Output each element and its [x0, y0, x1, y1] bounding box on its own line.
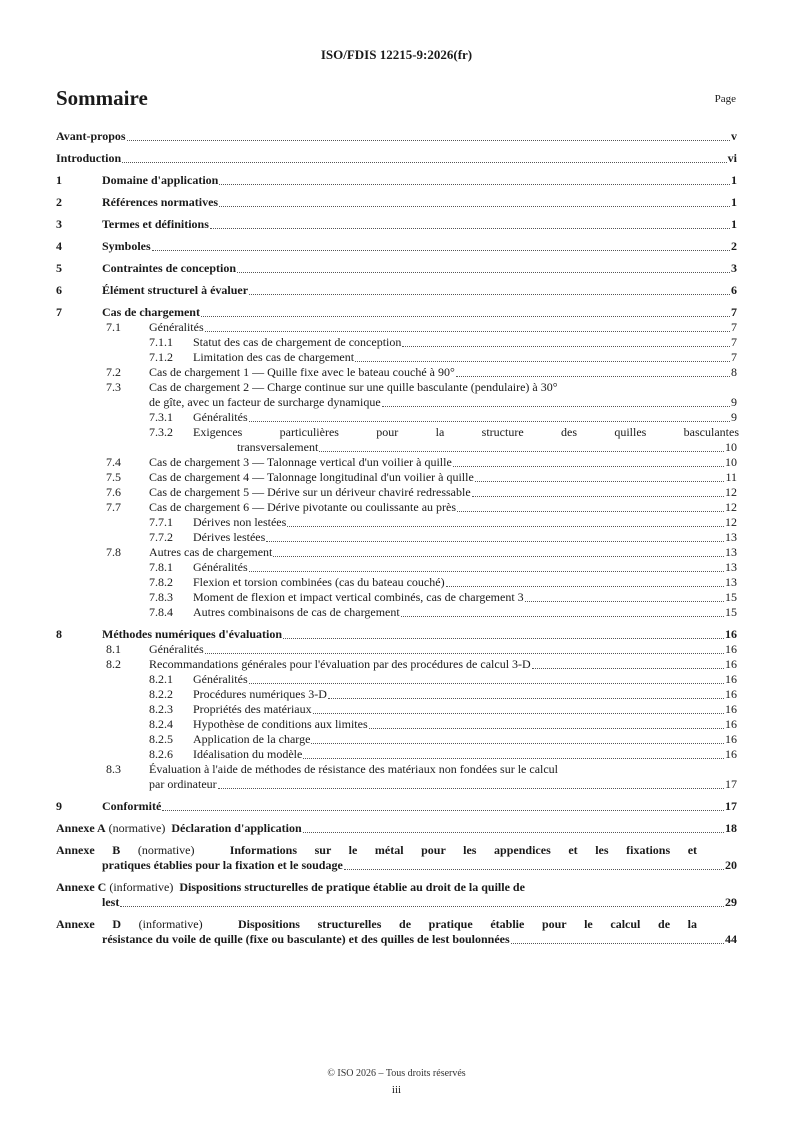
toc-entry-7[interactable] — [56, 305, 737, 320]
dot-leader — [303, 758, 724, 759]
dot-leader — [266, 541, 724, 542]
toc-entry-7-3-1[interactable] — [56, 410, 737, 425]
annex-prefix: Annexe A — [56, 821, 106, 835]
toc-entry-5[interactable] — [56, 261, 737, 276]
toc-entry-label: Cas de chargement 3 — Talonnage vertical d'un voilier à quille — [149, 455, 452, 469]
toc-entry-page: 7 — [731, 350, 737, 364]
toc-entry-8-2-1[interactable] — [56, 672, 737, 687]
dot-leader — [162, 810, 724, 811]
toc-entry-annex-d[interactable] — [56, 917, 737, 947]
dot-leader — [402, 346, 730, 347]
toc-entry-page: 16 — [725, 747, 737, 761]
toc-entry-page: 2 — [731, 239, 737, 253]
toc-entry-number: 9 — [56, 799, 62, 813]
toc-entry-annex-a[interactable] — [56, 821, 737, 836]
toc-entry-number: 4 — [56, 239, 62, 253]
table-of-contents — [56, 129, 737, 947]
toc-entry-label: Généralités — [149, 320, 204, 334]
toc-entry-page: 16 — [725, 732, 737, 746]
toc-entry-label: Procédures numériques 3-D — [193, 687, 327, 701]
toc-entry-page: 1 — [731, 217, 737, 231]
annex-title-line1: Informations sur le métal pour les appendices et les fixations et — [229, 843, 698, 857]
toc-entry-6[interactable] — [56, 283, 737, 298]
dot-leader — [311, 743, 724, 744]
toc-entry-label: Dérives lestées — [193, 530, 266, 544]
dot-leader — [303, 832, 724, 833]
toc-entry-label: Recommandations générales pour l'évaluation par des procédures de calcul 3-D — [149, 657, 531, 671]
toc-entry-number: 7.7.1 — [149, 515, 173, 529]
toc-entry-page: 16 — [725, 672, 737, 686]
toc-entry-label: Limitation des cas de chargement — [193, 350, 355, 364]
dot-leader — [457, 511, 724, 512]
toc-entry-number: 7.8.2 — [149, 575, 173, 589]
toc-entry-page: 12 — [725, 515, 737, 529]
toc-entry-page: 29 — [725, 895, 737, 909]
toc-entry-page: 13 — [725, 560, 737, 574]
toc-entry-label: Cas de chargement 5 — Dérive sur un dériveur chaviré redressable — [149, 485, 471, 499]
toc-entry-label: Cas de chargement 4 — Talonnage longitudinal d'un voilier à quille — [149, 470, 474, 484]
toc-entry-page: 1 — [731, 173, 737, 187]
toc-entry-7-1[interactable] — [56, 320, 737, 335]
dot-leader — [273, 556, 724, 557]
toc-entry-label: Cas de chargement — [102, 305, 200, 319]
dot-leader — [218, 788, 724, 789]
toc-entry-number: 7.3.1 — [149, 410, 173, 424]
dot-leader — [201, 316, 730, 317]
toc-entry-page: 12 — [725, 500, 737, 514]
dot-leader — [475, 481, 725, 482]
dot-leader — [446, 586, 724, 587]
toc-entry-8-1[interactable] — [56, 642, 737, 657]
dot-leader — [344, 869, 724, 870]
dot-leader — [249, 571, 724, 572]
dot-leader — [249, 683, 724, 684]
toc-entry-label: Généralités — [193, 410, 248, 424]
toc-entry-3[interactable] — [56, 217, 737, 232]
annex-title-line2: pratiques établies pour la fixation et le soudage — [102, 858, 343, 872]
toc-entry-annex-c[interactable] — [56, 880, 737, 910]
toc-entry-4[interactable] — [56, 239, 737, 254]
toc-entry-label-line2: transversalement — [237, 440, 319, 454]
toc-entry-label-line1: Évaluation à l'aide de méthodes de résistance des matériaux non fondées sur le calcul — [149, 762, 559, 776]
toc-entry-label: Contraintes de conception — [102, 261, 236, 275]
toc-entry-page: 20 — [725, 858, 737, 872]
dot-leader — [287, 526, 724, 527]
toc-entry-8[interactable] — [56, 627, 737, 642]
toc-entry-number: 1 — [56, 173, 62, 187]
toc-entry-number: 8.2.5 — [149, 732, 173, 746]
toc-entry-page: 44 — [725, 932, 737, 946]
toc-entry-page: 1 — [731, 195, 737, 209]
toc-entry-label: Avant-propos — [56, 129, 126, 143]
toc-entry-page: 7 — [731, 335, 737, 349]
toc-entry-introduction[interactable] — [56, 151, 737, 166]
toc-entry-page: 16 — [725, 702, 737, 716]
toc-entry-1[interactable] — [56, 173, 737, 188]
dot-leader — [120, 906, 724, 907]
toc-entry-number: 5 — [56, 261, 62, 275]
toc-entry-number: 7.5 — [106, 470, 121, 484]
toc-entry-number: 8.2.6 — [149, 747, 173, 761]
annex-kind: (normative) — [137, 843, 195, 857]
page-title: Sommaire — [56, 86, 148, 110]
dot-leader — [127, 140, 730, 141]
toc-entry-2[interactable] — [56, 195, 737, 210]
toc-entry-7-8-3[interactable] — [56, 590, 737, 605]
toc-entry-page: 3 — [731, 261, 737, 275]
toc-entry-page: 16 — [725, 627, 737, 641]
toc-entry-page: 16 — [725, 687, 737, 701]
dot-leader — [319, 451, 724, 452]
toc-entry-number: 7.3.2 — [149, 425, 173, 439]
toc-entry-7-1-1[interactable] — [56, 335, 737, 350]
dot-leader — [328, 698, 724, 699]
annex-prefix: Annexe D — [56, 917, 121, 931]
page-column-label: Page — [714, 93, 736, 105]
toc-entry-number: 7.1.2 — [149, 350, 173, 364]
toc-entry-label: Hypothèse de conditions aux limites — [193, 717, 368, 731]
toc-entry-label-line1: Exigences particulières pour la structure des quilles basculantes — [193, 425, 739, 439]
annex-prefix: Annexe C — [56, 880, 107, 894]
toc-entry-8-2[interactable] — [56, 657, 737, 672]
toc-entry-label: Généralités — [193, 560, 248, 574]
toc-entry-page: 10 — [725, 440, 737, 454]
dot-leader — [152, 250, 730, 251]
toc-entry-number: 2 — [56, 195, 62, 209]
toc-entry-label: Méthodes numériques d'évaluation — [102, 627, 283, 641]
toc-entry-number: 7 — [56, 305, 62, 319]
annex-kind: (normative) — [108, 821, 166, 835]
dot-leader — [210, 228, 730, 229]
toc-entry-page: vi — [727, 151, 737, 165]
toc-entry-label-line2: par ordinateur — [149, 777, 217, 791]
dot-leader — [472, 496, 724, 497]
toc-entry-page: 15 — [725, 590, 737, 604]
toc-entry-label-line2: de gîte, avec un facteur de surcharge dynamique — [149, 395, 381, 409]
toc-entry-label: Dérives non lestées — [193, 515, 287, 529]
toc-entry-number: 8.2.1 — [149, 672, 173, 686]
document-id-header: ISO/FDIS 12215-9:2026(fr) — [320, 47, 473, 62]
dot-leader — [532, 668, 724, 669]
toc-entry-page: 18 — [725, 821, 737, 835]
toc-entry-number: 7.7.2 — [149, 530, 173, 544]
toc-entry-label: Cas de chargement 1 — Quille fixe avec le bateau couché à 90° — [149, 365, 455, 379]
annex-title-line2: lest — [102, 895, 120, 909]
toc-entry-label: Idéalisation du modèle — [193, 747, 303, 761]
toc-entry-label: Flexion et torsion combinées (cas du bateau couché) — [193, 575, 445, 589]
toc-entry-number: 8.3 — [106, 762, 121, 776]
toc-entry-label: Références normatives — [102, 195, 219, 209]
dot-leader — [382, 406, 730, 407]
toc-entry-page: 17 — [725, 799, 737, 813]
dot-leader — [355, 361, 730, 362]
toc-entry-8-2-2[interactable] — [56, 687, 737, 702]
toc-entry-number: 7.3 — [106, 380, 121, 394]
toc-entry-page: 8 — [731, 365, 737, 379]
copyright-footer: © ISO 2026 – Tous droits réservés — [327, 1068, 466, 1079]
toc-entry-7-3[interactable] — [56, 380, 737, 410]
toc-entry-page: v — [731, 129, 737, 143]
toc-entry-label: Cas de chargement 6 — Dérive pivotante ou coulissante au près — [149, 500, 457, 514]
toc-entry-label: Termes et définitions — [102, 217, 209, 231]
toc-entry-page: 9 — [731, 395, 737, 409]
dot-leader — [249, 294, 730, 295]
toc-entry-7-7[interactable] — [56, 500, 737, 515]
toc-entry-label: Moment de flexion et impact vertical combinés, cas de chargement 3 — [193, 590, 524, 604]
dot-leader — [205, 653, 724, 654]
toc-entry-number: 7.1 — [106, 320, 121, 334]
toc-entry-page: 13 — [725, 545, 737, 559]
annex-title: Déclaration d'application — [171, 821, 302, 835]
toc-entry-number: 7.4 — [106, 455, 121, 469]
toc-entry-8-2-5[interactable] — [56, 732, 737, 747]
dot-leader — [219, 184, 730, 185]
toc-entry-label: Application de la charge — [193, 732, 311, 746]
toc-entry-number: 8 — [56, 627, 62, 641]
dot-leader — [369, 728, 724, 729]
toc-entry-number: 8.2 — [106, 657, 121, 671]
toc-entry-page: 17 — [725, 777, 737, 791]
toc-entry-7-5[interactable] — [56, 470, 737, 485]
toc-entry-avant-propos[interactable] — [56, 129, 737, 144]
toc-entry-7-8[interactable] — [56, 545, 737, 560]
toc-entry-number: 7.8.3 — [149, 590, 173, 604]
toc-entry-label: Domaine d'application — [102, 173, 219, 187]
toc-entry-page: 11 — [725, 470, 737, 484]
dot-leader — [453, 466, 724, 467]
toc-entry-7-7-1[interactable] — [56, 515, 737, 530]
toc-entry-page: 9 — [731, 410, 737, 424]
toc-entry-label: Propriétés des matériaux — [193, 702, 312, 716]
toc-entry-label: Statut des cas de chargement de conception — [193, 335, 402, 349]
toc-entry-8-2-3[interactable] — [56, 702, 737, 717]
toc-entry-number: 6 — [56, 283, 62, 297]
dot-leader — [122, 162, 727, 163]
dot-leader — [456, 376, 730, 377]
toc-entry-label: Autres cas de chargement — [149, 545, 273, 559]
toc-entry-number: 8.2.2 — [149, 687, 173, 701]
toc-entry-7-1-2[interactable] — [56, 350, 737, 365]
toc-entry-8-2-6[interactable] — [56, 747, 737, 762]
toc-entry-page: 10 — [725, 455, 737, 469]
toc-entry-label-line1: Cas de chargement 2 — Charge continue sur une quille basculante (pendulaire) à 30° — [149, 380, 558, 394]
dot-leader — [525, 601, 724, 602]
toc-entry-7-7-2[interactable] — [56, 530, 737, 545]
toc-entry-7-4[interactable] — [56, 455, 737, 470]
toc-entry-page: 16 — [725, 657, 737, 671]
dot-leader — [205, 331, 730, 332]
toc-entry-7-8-4[interactable] — [56, 605, 737, 620]
annex-kind: (informative) — [109, 880, 174, 894]
annex-title-line1: Dispositions structurelles de pratique établie au droit de la quille de — [179, 880, 525, 894]
toc-entry-number: 8.1 — [106, 642, 121, 656]
toc-entry-number: 3 — [56, 217, 62, 231]
toc-entry-7-2[interactable] — [56, 365, 737, 380]
toc-entry-annex-b[interactable] — [56, 843, 737, 873]
toc-entry-number: 7.2 — [106, 365, 121, 379]
toc-entry-number: 7.1.1 — [149, 335, 173, 349]
toc-entry-number: 7.8.4 — [149, 605, 173, 619]
toc-entry-label: Autres combinaisons de cas de chargement — [193, 605, 400, 619]
toc-entry-label: Généralités — [193, 672, 248, 686]
toc-entry-page: 15 — [725, 605, 737, 619]
toc-entry-8-2-4[interactable] — [56, 717, 737, 732]
dot-leader — [283, 638, 724, 639]
toc-entry-page: 7 — [731, 320, 737, 334]
toc-entry-number: 8.2.3 — [149, 702, 173, 716]
annex-title-line2: résistance du voile de quille (fixe ou basculante) et des quilles de lest boulonnées — [102, 932, 510, 946]
toc-entry-7-8-1[interactable] — [56, 560, 737, 575]
dot-leader — [249, 421, 730, 422]
toc-entry-page: 16 — [725, 717, 737, 731]
toc-entry-label: Symboles — [102, 239, 151, 253]
dot-leader — [313, 713, 724, 714]
toc-entry-page: 13 — [725, 575, 737, 589]
dot-leader — [511, 943, 724, 944]
page-number: iii — [391, 1084, 402, 1096]
annex-kind: (informative) — [138, 917, 203, 931]
annex-prefix: Annexe B — [56, 843, 121, 857]
toc-entry-page: 7 — [731, 305, 737, 319]
annex-title-line1: Dispositions structurelles de pratique établie pour le calcul de la — [237, 917, 698, 931]
toc-entry-7-3-2[interactable] — [56, 425, 737, 455]
toc-entry-number: 7.6 — [106, 485, 121, 499]
toc-entry-7-8-2[interactable] — [56, 575, 737, 590]
toc-entry-9[interactable] — [56, 799, 737, 814]
toc-entry-number: 8.2.4 — [149, 717, 173, 731]
toc-entry-page: 6 — [731, 283, 737, 297]
toc-entry-label: Généralités — [149, 642, 204, 656]
toc-entry-label: Élément structurel à évaluer — [102, 283, 249, 297]
toc-entry-page: 13 — [725, 530, 737, 544]
toc-entry-page: 16 — [725, 642, 737, 656]
toc-entry-number: 7.7 — [106, 500, 121, 514]
toc-entry-7-6[interactable] — [56, 485, 737, 500]
toc-entry-8-3[interactable] — [56, 762, 737, 792]
dot-leader — [401, 616, 724, 617]
toc-entry-label: Introduction — [56, 151, 122, 165]
dot-leader — [237, 272, 730, 273]
toc-entry-page: 12 — [725, 485, 737, 499]
toc-entry-number: 7.8 — [106, 545, 121, 559]
toc-entry-label: Conformité — [102, 799, 162, 813]
toc-entry-number: 7.8.1 — [149, 560, 173, 574]
dot-leader — [219, 206, 730, 207]
